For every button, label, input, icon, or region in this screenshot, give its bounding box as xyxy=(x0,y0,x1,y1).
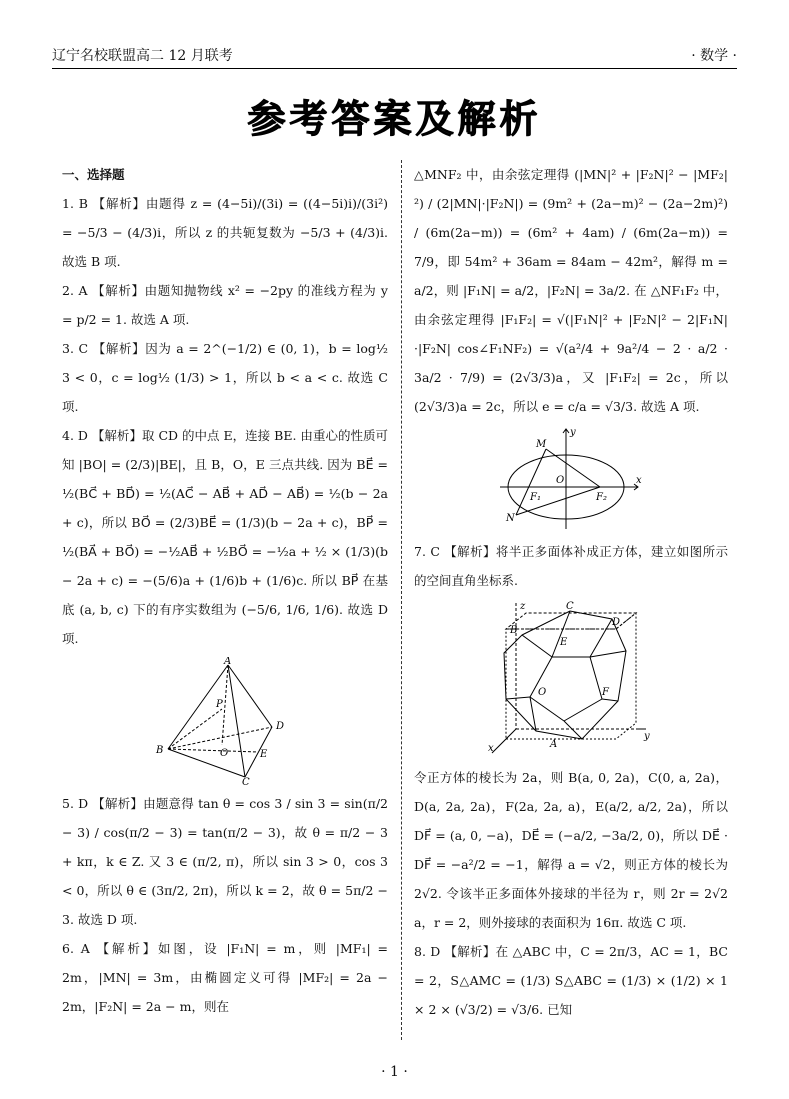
label-y: y xyxy=(570,427,576,438)
page-number: · 1 · xyxy=(381,1064,408,1080)
label-E: E xyxy=(560,637,568,648)
label-F2: F₂ xyxy=(596,492,607,503)
answer-3: 3. C 【解析】因为 a = 2^(−1/2) ∈ (0, 1)，b = log½ 3 < 0，c = log½ (1/3) > 1，所以 b < a < c. 故选 C 项. xyxy=(62,341,388,414)
answer-7-continued: 令正方体的棱长为 2a，则 B(a, 0, 2a)，C(0, a, 2a)，D(a, 2a, 2a)，F(2a, 2a, a)，E(a/2, a/2, 2a)，所以 DF⃗ = (a, 0, −a)，DE⃗ = (−a/2, −3a/2, 0)，所以 DE⃗ · DF⃗ = −a²/2 = −1，解得 a = √2，则正方体的棱长为 2√2. 令该半正多面体外接球的半径为 r，则 2r = 2√2 a，r = 2，则外接球的表面积为 16π. 故选 C 项. xyxy=(414,770,728,930)
label-A: A xyxy=(224,657,232,667)
tetrahedron-figure xyxy=(150,657,300,785)
label-O: O xyxy=(556,475,565,486)
label-C: C xyxy=(566,601,574,612)
label-D: D xyxy=(612,617,621,628)
label-C: C xyxy=(242,777,250,785)
label-B: B xyxy=(510,625,518,636)
right-column xyxy=(414,160,728,1024)
label-F: F xyxy=(602,687,609,698)
label-D: D xyxy=(276,721,285,732)
answer-6-continued: △MNF₂ 中，由余弦定理得 (|MN|² + |F₂N|² − |MF₂|²) / (2|MN|·|F₂N|) = (9m² + (2a−m)² − (2a−2m)²) / (6m(2a−m)) = (6m² + 4am) / (6m(2a−m)) = 7/9，即 54m² + 36am = 84am − 42m²，解得 m = a/2，则 |F₁N| = a/2，|F₂N| = 3a/2. 在 △NF₁F₂ 中，由余弦定理得 |F₁F₂| = √(|F₁N|² + |F₂N|² − 2|F₁N|·|F₂N| cos∠F₁NF₂) = √(a²/4 + 9a²/4 − 2 · a/2 · 3a/2 · 7/9) = (2√3/3)a，又 |F₁F₂| = 2c，所以 (2√3/3)a = 2c，所以 e = c/a = √3/3. 故选 A 项. xyxy=(414,167,728,414)
label-B: B xyxy=(156,745,164,756)
answer-6: 6. A 【解析】如图，设 |F₁N| = m，则 |MF₁| = 2m，|MN| = 3m，由椭圆定义可得 |MF₂| = 2a − 2m，|F₂N| = 2a − m，则在 xyxy=(62,941,388,1014)
page-header xyxy=(52,44,737,66)
label-O: O xyxy=(538,687,547,698)
subject-name: · 数学 · xyxy=(691,48,737,64)
label-M: M xyxy=(536,439,547,450)
label-P: P xyxy=(216,699,223,710)
answer-2: 2. A 【解析】由题知抛物线 x² = −2py 的准线方程为 y = p/2 = 1. 故选 A 项. xyxy=(62,283,388,327)
page-title: 参考答案及解析 xyxy=(247,97,542,141)
exam-name: 辽宁名校联盟高二 12 月联考 xyxy=(52,48,233,64)
header-rule xyxy=(52,68,737,69)
ellipse-figure xyxy=(496,425,646,533)
answer-7: 7. C 【解析】将半正多面体补成正方体，建立如图所示的空间直角坐标系. xyxy=(414,544,728,588)
cube-figure xyxy=(486,599,656,759)
section-title: 一、选择题 xyxy=(62,167,125,182)
answer-8: 8. D 【解析】在 △ABC 中，C = 2π/3，AC = 1，BC = 2，S△AMC = (1/3) S△ABC = (1/3) × (1/2) × 1 × 2 × (√3/2) = √3/6. 已知 xyxy=(414,944,728,1017)
left-column xyxy=(62,160,388,1021)
label-x: x xyxy=(636,475,642,486)
answer-1: 1. B 【解析】由题得 z = (4−5i)/(3i) = ((4−5i)i)/(3i²) = −5/3 − (4/3)i，所以 z 的共轭复数为 −5/3 + (4/3)i. 故选 B 项. xyxy=(62,196,388,269)
column-divider xyxy=(401,160,402,1040)
label-A: A xyxy=(550,739,558,750)
label-E: E xyxy=(260,749,268,760)
label-F1: F₁ xyxy=(530,492,541,503)
label-x: x xyxy=(488,743,494,754)
answer-5: 5. D 【解析】由题意得 tan θ = cos 3 / sin 3 = sin(π/2 − 3) / cos(π/2 − 3) = tan(π/2 − 3)，故 θ = π/2 − 3 + kπ，k ∈ Z. 又 3 ∈ (π/2, π)，所以 sin 3 > 0，cos 3 < 0，所以 θ ∈ (3π/2, 2π)，所以 k = 2，故 θ = 5π/2 − 3. 故选 D 项. xyxy=(62,796,388,927)
label-z: z xyxy=(520,601,526,612)
label-N: N xyxy=(506,513,515,524)
label-O: O xyxy=(220,748,229,759)
label-y: y xyxy=(644,731,650,742)
answer-4: 4. D 【解析】取 CD 的中点 E，连接 BE. 由重心的性质可知 |BO| = (2/3)|BE|，且 B，O，E 三点共线. 因为 BE⃗ = ½(BC⃗ + BD⃗) = ½(AC⃗ − AB⃗ + AD⃗ − AB⃗) = ½(b − 2a + c)，所以 BO⃗ = (2/3)BE⃗ = (1/3)(b − 2a + c)，BP⃗ = ½(BA⃗ + BO⃗) = −½AB⃗ + ½BO⃗ = −½a + ½ × (1/3)(b − 2a + c) = −(5/6)a + (1/6)b + (1/6)c. 所以 BP⃗ 在基底 (a, b, c) 下的有序实数组为 (−5/6, 1/6, 1/6). 故选 D 项. xyxy=(62,428,388,646)
